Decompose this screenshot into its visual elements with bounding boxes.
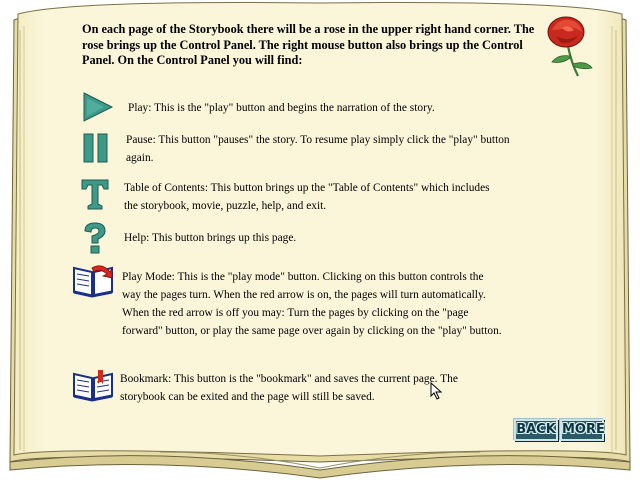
pause-icon (82, 133, 110, 163)
back-button[interactable]: BACK (514, 419, 558, 441)
bookmark-description: Bookmark: This button is the "bookmark" and saves the current page. The storybook can be exited and the page will still be saved. (120, 373, 458, 403)
help-description: Help: This button brings up this page. (124, 232, 297, 244)
play-description: Play: This is the "play" button and begins the narration of the story. (128, 102, 435, 114)
play-mode-icon (72, 262, 114, 298)
intro-paragraph: On each page of the Storybook there will be a rose in the upper right hand corner. The rose brings up the Control Panel. The right mouse button also brings up the Control Panel. On the Control Panel you will find: (82, 22, 535, 67)
help-icon (82, 222, 108, 254)
play-mode-description: Play Mode: This is the "play mode" button. Clicking on this button controls the way the pages turn. When the red arrow is on, the pages will turn automatically. When the red arrow is off you may: Turn the pages by clicking on the "page forward" button, or play the same page over again by clicking on the "play" button. (122, 271, 502, 337)
table-of-contents-icon (80, 178, 110, 210)
pause-description: Pause: This button "pauses" the story. To resume play simply click the "play" button again. (126, 134, 510, 164)
mouse-cursor-icon (430, 382, 444, 400)
more-button[interactable]: MORE (560, 419, 604, 441)
bookmark-icon (72, 370, 114, 402)
table-of-contents-description: Table of Contents: This button brings up the "Table of Contents" which includes the storybook, movie, puzzle, help, and exit. (124, 182, 490, 212)
play-icon (82, 92, 114, 122)
